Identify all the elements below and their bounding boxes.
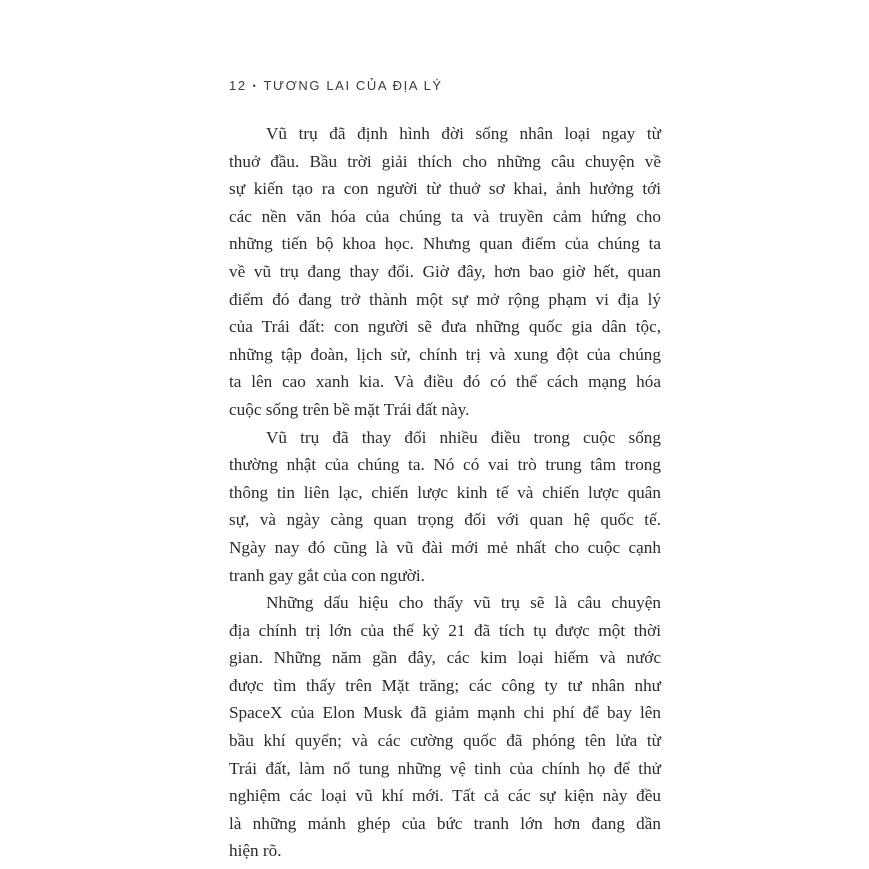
text-line: các nền văn hóa của chúng ta và truyền cảm hứng cho	[229, 206, 661, 226]
text-line: là những mảnh ghép của bức tranh lớn hơn đang dần	[229, 813, 661, 833]
text-line: về vũ trụ đang thay đổi. Giờ đây, hơn bao giờ hết, quan	[229, 261, 661, 281]
text-line: nghiệm các loại vũ khí mới. Tất cả các sự kiện này đều	[229, 786, 661, 806]
page-number: 12	[229, 78, 247, 93]
text-line: những tập đoàn, lịch sử, chính trị và xung đột của chúng	[229, 344, 661, 364]
text-line: tranh gay gắt của con người.	[229, 565, 425, 585]
paragraph-2	[229, 424, 661, 590]
text-line: những tiến bộ khoa học. Nhưng quan điểm của chúng ta	[229, 234, 661, 254]
text-line: bầu khí quyển; và các cường quốc đã phóng tên lửa từ	[229, 731, 661, 751]
text-line: ta lên cao xanh kia. Và điều đó có thể cách mạng hóa	[229, 372, 661, 392]
running-head	[229, 78, 443, 94]
chapter-title: TƯƠNG LAI CỦA ĐỊA LÝ	[263, 78, 443, 93]
text-line: Vũ trụ đã thay đổi nhiều điều trong cuộc sống	[266, 427, 661, 447]
header-separator: •	[252, 81, 258, 91]
text-line: sự kiến tạo ra con người từ thuở sơ khai, ảnh hưởng tới	[229, 179, 661, 199]
text-line: được tìm thấy trên Mặt trăng; các công ty tư nhân như	[229, 675, 661, 695]
text-line: sự, và ngày càng quan trọng đối với quan hệ quốc tế.	[229, 510, 661, 530]
paragraph-3	[229, 589, 661, 865]
text-line: Những dấu hiệu cho thấy vũ trụ sẽ là câu chuyện	[266, 593, 661, 613]
text-line: SpaceX của Elon Musk đã giảm mạnh chi phí để bay lên	[229, 703, 661, 723]
text-line: Trái đất, làm nổ tung những vệ tinh của chính họ để thử	[229, 758, 661, 778]
text-line: Vũ trụ đã định hình đời sống nhân loại ngay từ	[266, 124, 661, 143]
body-text	[229, 120, 661, 865]
text-line: thuở đầu. Bầu trời giải thích cho những câu chuyện về	[229, 151, 661, 171]
text-line: thông tin liên lạc, chiến lược kinh tế và chiến lược quân	[229, 482, 661, 502]
text-line: của Trái đất: con người sẽ đưa những quốc gia dân tộc,	[229, 317, 661, 337]
text-line: thường nhật của chúng ta. Nó có vai trò trung tâm trong	[229, 455, 661, 475]
text-line: cuộc sống trên bề mặt Trái đất này.	[229, 399, 470, 419]
text-line: điểm đó đang trở thành một sự mở rộng phạm vi địa lý	[229, 289, 661, 309]
text-line: gian. Những năm gần đây, các kim loại hiếm và nước	[229, 648, 661, 668]
paragraph-1	[229, 120, 661, 424]
text-line: địa chính trị lớn của thế kỷ 21 đã tích tụ được một thời	[229, 620, 661, 640]
text-line: hiện rõ.	[229, 841, 282, 861]
text-line: Ngày nay đó cũng là vũ đài mới mẻ nhất cho cuộc cạnh	[229, 537, 661, 557]
